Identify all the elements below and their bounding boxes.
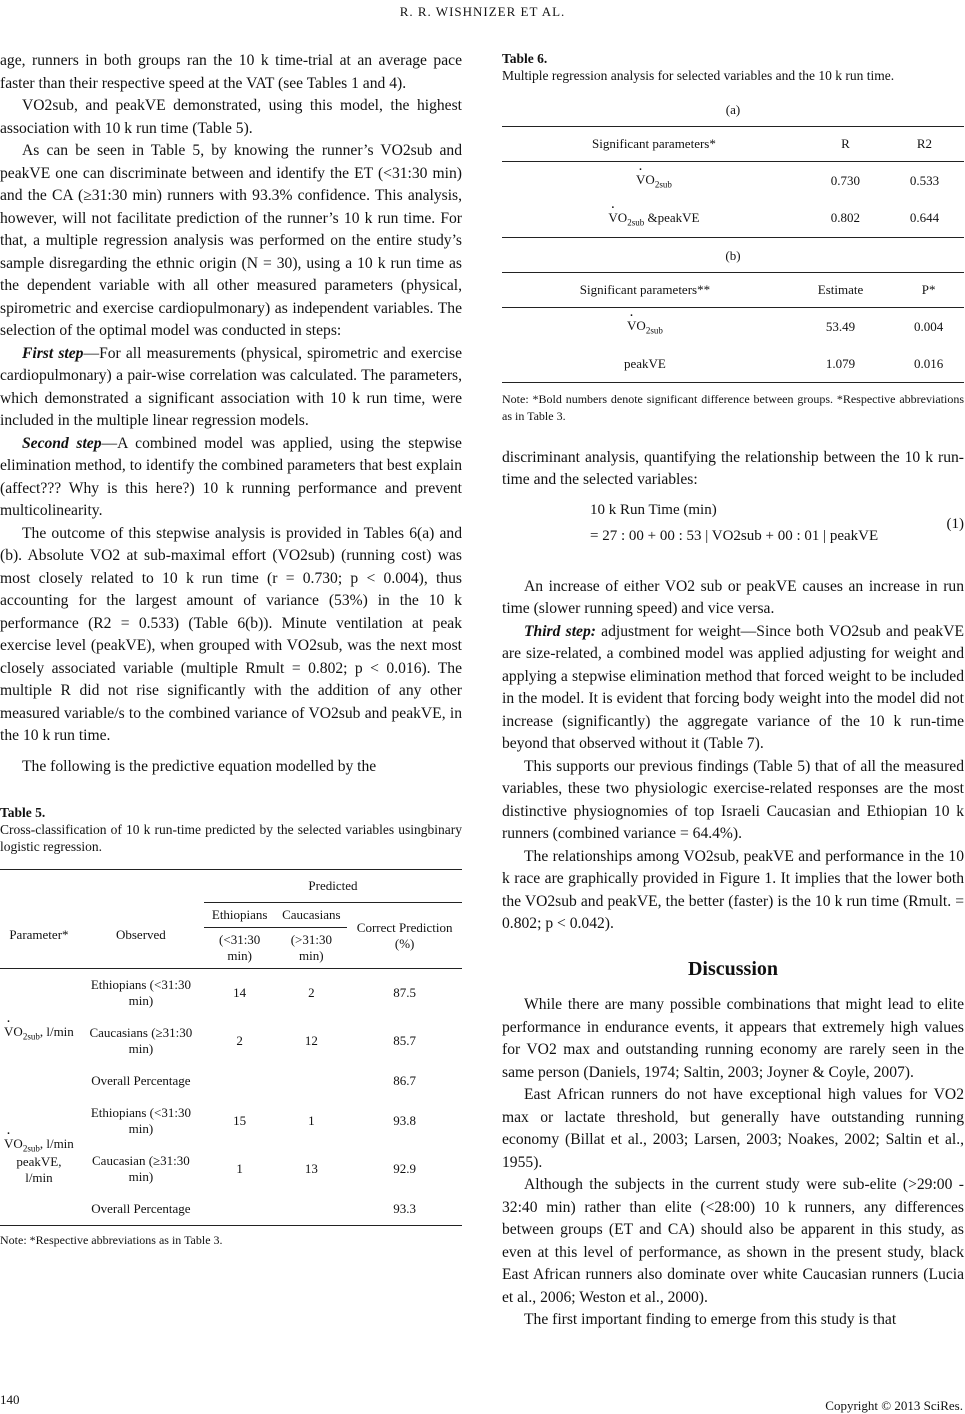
- step-text: adjustment for weight—Since both VO2sub and peakVE are size-related, a combined model was applied adjusting for weight and applying a stepwise elimination method that forced weight to be included in the model. It is evident that forcing body weight into the model did not increase (significantly) the aggregate variance of the 10 k run-time beyond that observed without it (Table 7).: [502, 622, 964, 753]
- equation-number: (1): [946, 515, 964, 532]
- table5-col-correct: Correct Prediction (%): [356, 919, 453, 951]
- paragraph: Although the subjects in the current study were sub-elite (>29:00 - 32:40 min) rather than elite (<28:00) 10 k runners, any differences between groups (ET and CA) should also be apparent in this study, as even at this level of performance, as shown in the present study, black East African runners also dominate over white Caucasian runners (Lucia et al., 2006; Weston et al., 2000).: [502, 1176, 964, 1306]
- table6a-head-r: R: [841, 136, 850, 151]
- table6a-grid: [502, 126, 964, 238]
- table6: [502, 50, 964, 425]
- table5-col-eth-sub: (<31:30 min): [219, 932, 261, 963]
- table5: [0, 804, 462, 1249]
- paragraph: [502, 621, 964, 756]
- paragraph: An increase of either VO2 sub or peakVE causes an increase in run time (slower running speed) and vice versa.: [502, 577, 964, 618]
- table-row: peakVE 1.079 0.016: [624, 355, 944, 371]
- table6b-grid: [502, 272, 964, 383]
- table6-note: Note: *Bold numbers denote significant difference between groups. *Respective abbreviations as in Table 3.: [502, 391, 964, 423]
- table-row: Caucasians (≥31:30 min) 2 12 85.7: [89, 1025, 416, 1056]
- table6a-head-r2: R2: [916, 136, 933, 151]
- copyright: Copyright © 2013 SciRes.: [825, 1398, 963, 1413]
- paragraph: The relationships among VO2sub, peakVE and performance in the 10 k race are graphically provided in Figure 1. It implies that the lower both the VO2sub and peakVE, the better (faster) is the 10 k run time (Rmult. = 0.802; p < 0.042).: [502, 847, 964, 933]
- table-row: · $VO_{2sub}$ 0.730 0.533: [502, 162, 964, 200]
- table6b-head-p: P*: [921, 282, 936, 298]
- table6b-head-param: Significant parameters**: [579, 282, 711, 298]
- table5-col-cau: Caucasians: [275, 903, 347, 928]
- table5-param-2: · $VO_{2sub}$, l/min peakVE, l/min: [0, 1097, 78, 1226]
- equation-line-1: 10 k Run Time (min): [590, 501, 717, 518]
- table-row: · $VO_{2sub}$, l/min Ethiopians (<31:30 min) 14 2 87.5: [0, 969, 462, 1018]
- step-lead: First step: [22, 344, 84, 362]
- paragraph: This supports our previous findings (Table 5) that of all the measured variables, these two physiologic exercise-related responses are the most distinctive physiognomies of top Israeli Caucasian and Ethiopian 10 k runners (combined variance = 64.4%).: [502, 757, 964, 843]
- table6-a-label: (a): [725, 102, 741, 117]
- paragraph: [0, 433, 462, 523]
- table-row: Overall Percentage 93.3: [91, 1201, 416, 1216]
- paragraph: [0, 343, 462, 433]
- running-head: R. R. WISHNIZER ET AL.: [399, 4, 566, 19]
- table5-col-param: Parameter*: [9, 927, 69, 943]
- paragraph: age, runners in both groups ran the 10 k time-trial at an average pace faster than their respective speed at the VAT (see Tables 1 and 4).: [0, 52, 462, 92]
- table-row: Caucasian (≥31:30 min) 1 13 92.9: [92, 1153, 416, 1184]
- equation: [502, 502, 964, 568]
- table6a-head-param: Significant parameters*: [592, 136, 716, 151]
- table-row: · $VO_{2sub}$ &peakVE 0.802 0.644: [502, 200, 964, 238]
- paragraph: VO2sub, and peakVE demonstrated, using this model, the highest association with 10 k run time (Table 5).: [0, 97, 462, 137]
- paragraph: discriminant analysis, quantifying the relationship between the 10 k run-time and the selected variables:: [502, 448, 964, 489]
- table6-caption: Table 6. Multiple regression analysis for selected variables and the 10 k run time.: [502, 51, 895, 83]
- table5-param-1: · $VO_{2sub}$, l/min: [0, 969, 78, 1098]
- paragraph: The following is the predictive equation modelled by the: [22, 757, 377, 775]
- step-lead: Second step: [22, 434, 102, 452]
- paragraph: East African runners do not have exceptional high values for VO2 max or lactate threshold, but generally have outstanding running economy (Billat et al., 2003; Larsen, 2003; Noakes, 2002; Saltin et al., 1955).: [502, 1086, 964, 1171]
- table5-col-eth: Ethiopians: [204, 903, 275, 928]
- left-column: [0, 50, 462, 1249]
- table5-col-observed: Observed: [115, 927, 166, 943]
- step-text: —A combined model was applied, using the stepwise elimination method, to identify the combined parameters that best explain (affect??? Why is this here?) 10 k running performance and prevent multicolinearity.: [0, 434, 462, 519]
- table5-caption: Table 5. Cross-classification of 10 k run-time predicted by the selected variables usingbinary logistic regression.: [0, 805, 462, 854]
- paragraph: The outcome of this stepwise analysis is provided in Tables 6(a) and (b). Absolute VO2 at sub-maximal effort (VO2sub) (running cost) was most closely related to 10 k run time (r = 0.730; p < 0.004), thus accounting for the largest amount of variance (53%) in the 10 k performance (R2 = 0.533) (Table 6(b)). Minute ventilation at peak exercise level (peakVE), when grouped with VO2sub, was the next most closely associated variable (multiple Rmult = 0.802; p < 0.016). The multiple R did not rise significantly with the addition of any other measured variable/s to the combined variance of VO2sub and peakVE, in the 10 k run time.: [0, 524, 462, 744]
- table6-b-label: (b): [725, 248, 741, 264]
- table6b-head-estimate: Estimate: [817, 282, 864, 298]
- page-number: 140: [0, 1392, 20, 1407]
- table-row: · $VO_{2sub}$, l/min peakVE, l/min Ethiopians (<31:30 min) 15 1 93.8: [0, 1097, 462, 1145]
- table5-note: Note: *Respective abbreviations as in Table 3.: [0, 1233, 223, 1247]
- right-column: [502, 50, 964, 1332]
- step-lead: Third step:: [524, 622, 596, 640]
- table-row: · $VO_{2sub}$ 53.49 0.004: [502, 308, 964, 346]
- table5-col-cau-sub: (>31:30 min): [290, 932, 332, 963]
- paragraph: While there are many possible combinations that might lead to elite performance in endurance events, it appears that extremely high values for VO2 max and outstanding running economy are rarely seen in the same person (Daniels, 1974; Saltin, 2003; Joyner & Coyle, 2007).: [502, 996, 964, 1081]
- paragraph: The first important finding to emerge from this study is that: [524, 1311, 897, 1329]
- equation-line-2: = 27 : 00 + 00 : 53 | VO2sub + 00 : 01 | peakVE: [590, 527, 879, 544]
- paragraph: As can be seen in Table 5, by knowing the runner’s VO2sub and peakVE one can discriminate between and identify the ET (<31:30 min) and the CA (≥31:30 min) runners with 93.3% confidence. This analysis, however, will not facilitate prediction of the runner’s 10 k run time. For that, a multiple regression analysis was performed on the entire study’s sample disregarding the ethnic origin (N = 30), using a 10 k run time as the dependent variable with all other measured parameters (physical, spirometric and exercise cardiopulmonary) as independent variables. The selection of the optimal model was conducted in steps:: [0, 142, 462, 339]
- table-row: Overall Percentage 86.7: [91, 1073, 416, 1088]
- step-text: —For all measurements (physical, spirometric and exercise cardiopulmonary) a pair-wise correlation was calculated. The parameters, which demonstrated a significant association with 10 k run time, were included in the multiple linear regression models.: [0, 344, 462, 429]
- table5-grid: [0, 869, 462, 1226]
- section-heading: Discussion: [687, 957, 779, 980]
- table5-predicted: Predicted: [204, 870, 462, 903]
